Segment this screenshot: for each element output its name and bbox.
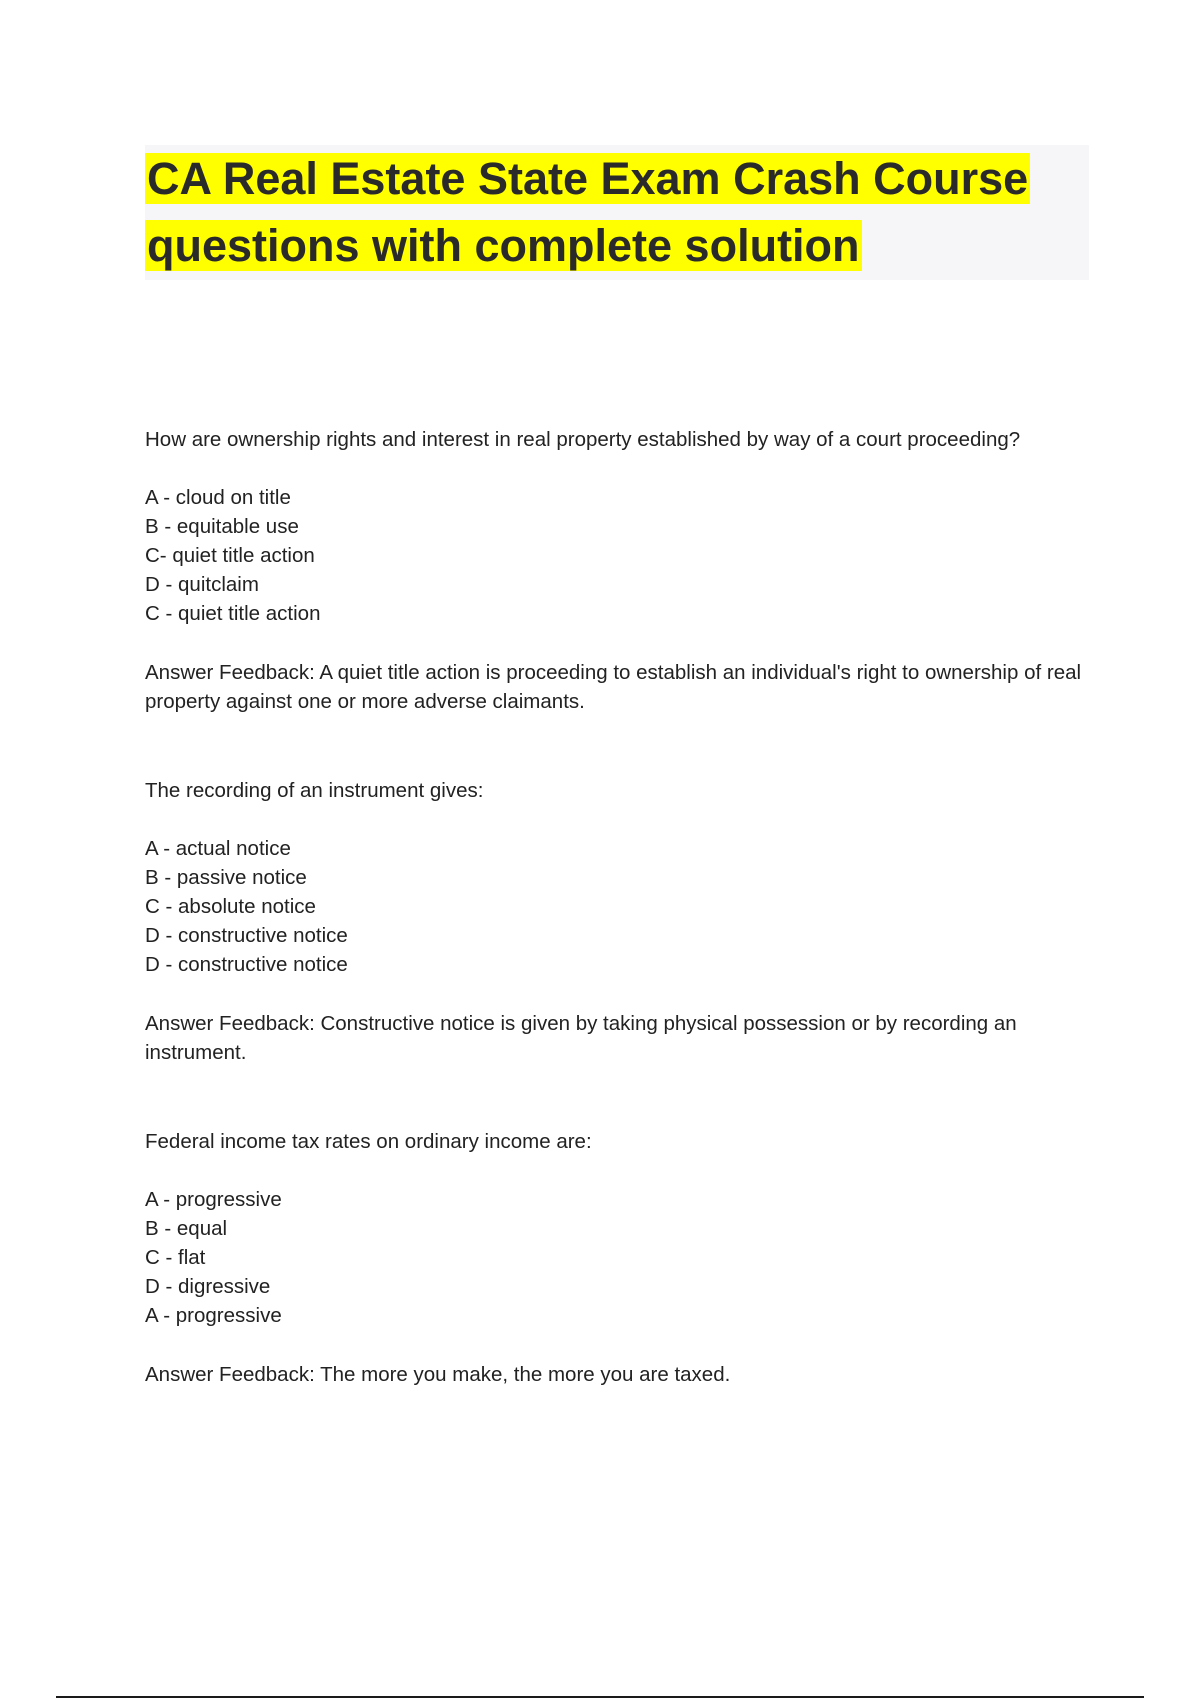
answer-option: D - digressive [145,1275,271,1298]
question-block-3 [145,1127,1095,1389]
correct-answer: A - progressive [145,1304,282,1327]
answer-feedback: Answer Feedback: A quiet title action is proceeding to establish an individual's right to ownership of real property against one or more adverse claimants. [145,661,1082,713]
answer-option: C - flat [145,1246,206,1269]
answer-option: D - quitclaim [145,573,259,596]
correct-answer: C - quiet title action [145,602,321,625]
page-title [145,145,1089,279]
answer-option: A - cloud on title [145,486,291,509]
answer-feedback: Answer Feedback: The more you make, the more you are taxed. [145,1363,731,1386]
answer-option: D - constructive notice [145,924,348,947]
answer-option: B - equal [145,1217,228,1240]
title-line-2: questions with complete solution [147,220,860,271]
answer-options [145,1185,1095,1330]
question-block-1 [145,425,1095,716]
answer-option: C- quiet title action [145,544,315,567]
question-text: The recording of an instrument gives: [145,779,484,802]
question-text: How are ownership rights and interest in real property established by way of a court proceeding? [145,428,1021,451]
answer-option: B - passive notice [145,866,307,889]
answer-feedback: Answer Feedback: Constructive notice is given by taking physical possession or by recording an instrument. [145,1012,1017,1064]
answer-option: C - absolute notice [145,895,316,918]
title-line-1: CA Real Estate State Exam Crash Course [147,153,1029,204]
answer-options [145,483,1095,628]
correct-answer: D - constructive notice [145,953,348,976]
footer-divider [56,1696,1144,1698]
question-block-2 [145,776,1095,1067]
answer-option: A - progressive [145,1188,282,1211]
answer-option: A - actual notice [145,837,291,860]
questions-section [145,425,1095,1449]
question-text: Federal income tax rates on ordinary income are: [145,1130,592,1153]
answer-option: B - equitable use [145,515,299,538]
answer-options [145,834,1095,979]
title-block [145,145,1089,280]
